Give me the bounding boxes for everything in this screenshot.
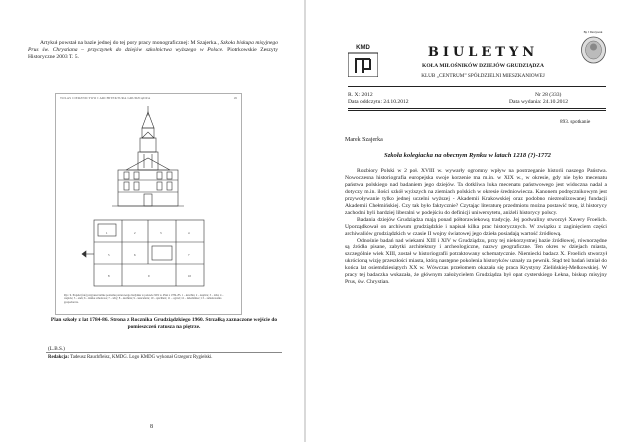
article-author: Marek Szajerka — [345, 137, 383, 143]
masthead-title: BIULETYN — [427, 45, 539, 60]
credit-text: Tadeusz Rauchfleisz, KMDG. Logo KMDG wykonał Grzegorz Rygielski. — [69, 355, 213, 360]
reading-date: Data oddczytu: 24.10.2012 — [348, 99, 409, 105]
volume-year: R. X: 2012 — [348, 92, 373, 98]
building-elevation-and-plan — [56, 94, 241, 314]
kmdg-logo — [348, 45, 378, 77]
svg-text:2: 2 — [134, 231, 136, 235]
intro-text-b: Piotrkowskie Zeszyty Historyczne 2003 T. 5. — [28, 47, 279, 60]
masthead-rule-top — [348, 86, 606, 87]
masthead-club: KLUB „CENTRUM” SPÓŁDZIELNI MIESZKANIOWEJ — [421, 73, 545, 79]
paragraph-2: Badania dziejów Grudziądza mają ponad półtorawiekową tradycję. Jej podwaliny stworzył Xavery Froelich. Uporządkował on archiwum grudziądzkie i napisał kilka prac historycznych. W związku z zaginięciem części archiwaliów grudziądzkich w czasie II wojny światowej jego dzieła posiadają wartość źródłową. — [345, 216, 607, 237]
scanned-figure — [55, 93, 242, 315]
figure-page-number: 45 — [233, 96, 237, 100]
page-number: 8 — [150, 424, 153, 430]
svg-text:6: 6 — [134, 253, 136, 257]
masthead-subtitle: KOŁA MIŁOŚNIKÓW DZIEJÓW GRUDZIĄDZA — [422, 63, 544, 69]
svg-text:4: 4 — [188, 231, 190, 235]
issue-number: Nr 28 (333) — [535, 92, 562, 98]
tower-elevation — [112, 106, 184, 206]
issue-date: Data wydania: 24.10.2012 — [509, 99, 569, 105]
seal-label: Bp J Dantyszek — [583, 30, 603, 34]
logo-text: KMD — [356, 45, 370, 51]
svg-text:8: 8 — [108, 274, 110, 278]
credit-label: Redakcja: — [48, 355, 70, 360]
svg-text:3: 3 — [160, 231, 162, 235]
floor-plan — [82, 220, 204, 286]
meeting-number: 893. spotkanie — [560, 119, 591, 125]
divider — [46, 352, 282, 353]
article-body — [345, 168, 607, 286]
svg-text:10: 10 — [188, 274, 191, 278]
editorial-credit — [48, 355, 212, 360]
intro-text-a: Artykuł powstał na bazie jednej do tej pory pracy monograficznej: M Szajerka., — [40, 40, 221, 46]
paragraph-1: Rozbiory Polski w 2 poł. XVIII w. wywarły ogromny wpływ na postrzeganie historii naszego Państwa. Nowoczesna historiografia europejska swoje korzenie ma m.in. w XIX w., w okresie, gdy nie było mecenatu państwa polskiego nad badaniem jego dziejów. Ta dotkliwa luka mecenatu państwowego jest widoczna nadal a dotyczy m.in. ilości szkół wyższych na ziemiach polskich w okresie średniowiecza. Kanonem podręcznikowym jest przywoływanie tylko jednej uczelni wyższej - Akademii Krakowskiej oraz podobno niezrealizowanej fundacji Akademii Chełmińskiej. Czy tak było faktycznie? Czytając literaturę przedmiotu można postawić tezę, iż historycy zachodni byli bardziej liberalni w podejściu do definicji uniwersytetu, aniżeli historycy polscy. — [345, 168, 607, 216]
masthead — [388, 45, 578, 79]
masthead-rule-bottom-2 — [348, 110, 606, 111]
intro-work-title: Szkoła biskupa misyjnego Prus św. Chrystiana – przyczynek do dziejów szkolnictwa wyższego w Polsce. — [28, 40, 278, 53]
svg-text:1: 1 — [106, 231, 108, 235]
figure-header: TOLAS CIERZNICTWO I ARCHITEKTURA GRUDZIĄDZA — [60, 96, 151, 100]
svg-text:5: 5 — [108, 253, 110, 257]
plan-caption: Plan szkoły z lat 1784-86. Strona z Rocznika Grudziądzkiego 1960. Strzałką zaznaczone wejście do pomieszczeń ratusza na piętrze. — [50, 317, 278, 330]
paragraph-3: Odnośnie badań nad wiekami XIII i XIV w Grudziądzu, przy tej niekorzystnej bazie źródłowej, równorzędne są źródła pisane, zabytki architektury i archeologiczne, nazwy geograficzne. Ten okres w dziejach miasta, szczególnie wiek XIII, został w historiografii potraktowany schematycznie. Niemiecki badacz X. Froelich stworzył ukrócioną wizję przeszłości miasta, którą następne pokolenia historyków uznały za pewnik. Stąd też badań istniał do końca lat osiemdziesiątych XX w. Wówczas przełomem okazała się praca Krystyny Zielińskiej-Melkowskiej. W pracy tej badaczka wskazała, że głównym założycielem Grudziądza był opat cysterskiego Łekna, biskup misyjny Prus, św. Chrystian. — [345, 237, 607, 286]
page-gutter — [304, 0, 306, 442]
figure-caption: Ryc. 9. Projekt (nie) przypuszczalnie poziomu parterowego budynku w połowie XIX w. Plan z 1784–85. 1 – kruchta; 2 – kaplica; 3 – izba; 4 – wejście; 5 – sień; 6 – klatka schodowa; 7 – izby; 8 – kuchnia; 9 – kancelaria; 10 – spichlerz; 11 – ogród; 12 – dziedziniec; 13 – zabudowania gospodarcze. — [64, 294, 224, 304]
bishop-seal-icon — [580, 30, 607, 64]
article-title: Szkoła kolegiacka na obecnym Rynku w latach 1218 (?)-1772 — [384, 152, 551, 159]
svg-text:7: 7 — [188, 253, 190, 257]
svg-text:9: 9 — [148, 274, 150, 278]
signature: (L.B.S.) — [48, 346, 65, 352]
intro-paragraph — [28, 40, 278, 61]
masthead-rule-bottom — [348, 108, 606, 109]
